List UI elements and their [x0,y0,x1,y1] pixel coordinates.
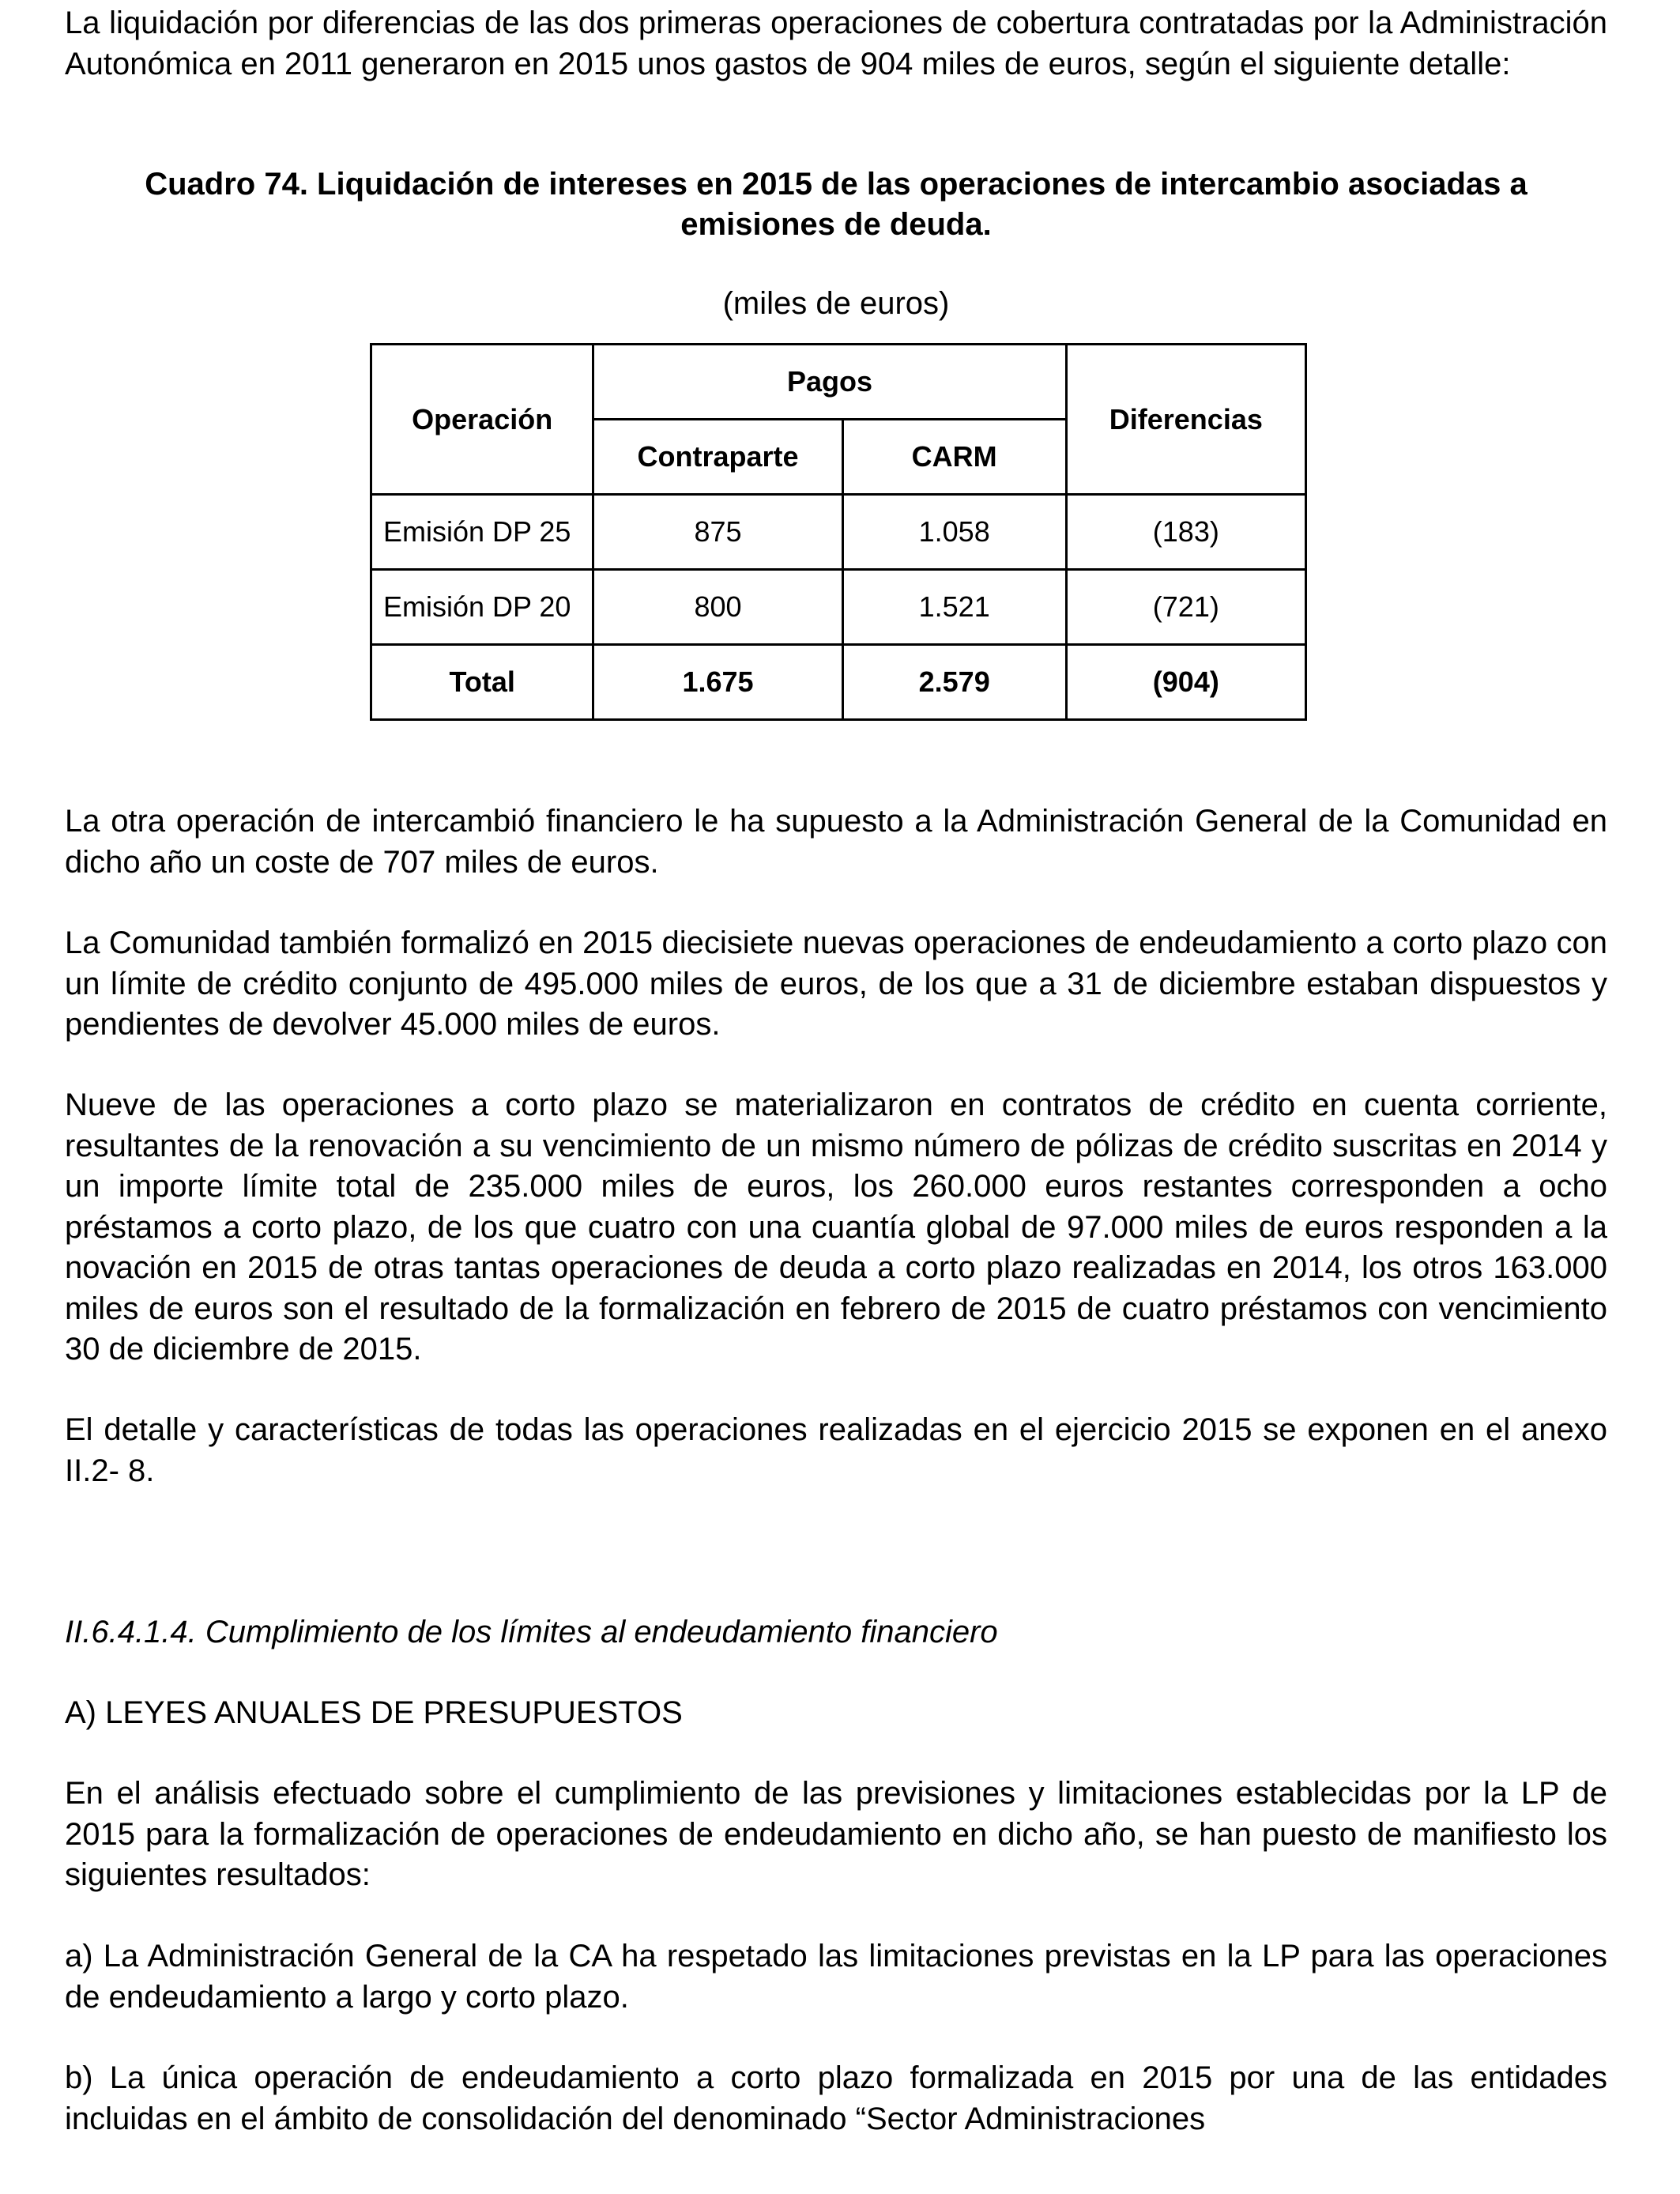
header-operacion: Operación [371,345,593,495]
paragraph-5: El detalle y características de todas las operaciones realizadas en el ejercicio 2015 se exponen en el anexo II.2- 8. [65,1412,1607,1488]
table-units: (miles de euros) [722,286,950,321]
subsection-heading: A) LEYES ANUALES DE PRESUPUESTOS [65,1695,683,1730]
paragraph-6: En el análisis efectuado sobre el cumplimiento de las previsiones y limitaciones establecidas por la LP de 2015 para la formalización de operaciones de endeudamiento en dicho año, se han puesto de manifiesto los siguientes resultados: [65,1776,1607,1892]
paragraph-2: La otra operación de intercambió financiero le ha supuesto a la Administración General de la Comunidad en dicho año un coste de 707 miles de euros. [65,804,1607,880]
cell-total-label: Total [371,645,593,720]
paragraph-4: Nueve de las operaciones a corto plazo se materializaron en contratos de crédito en cuenta corriente, resultantes de la renovación a su vencimiento de un mismo número de pólizas de crédito suscritas en 2014 y un importe límite total de 235.000 miles de euros, los 260.000 euros restantes corresponden a ocho préstamos a corto plazo, de los que cuatro con una cuantía global de 97.000 miles de euros responden a la novación en 2015 de otras tantas operaciones de deuda a corto plazo realizadas en 2014, los otros 163.000 miles de euros son el resultado de la formalización en febrero de 2015 de cuatro préstamos con vencimiento 30 de diciembre de 2015. [65,1088,1607,1367]
cell-carm: 1.058 [842,495,1066,570]
cell-diferencias: (721) [1066,570,1305,645]
cell-contraparte: 875 [593,495,842,570]
table-caption-line2: emisiones de deuda. [680,207,992,242]
paragraph-8: b) La única operación de endeudamiento a corto plazo formalizada en 2015 por una de las entidades incluidas en el ámbito de consolidación del denominado “Sector Administraciones [65,2060,1607,2136]
header-carm: CARM [842,420,1066,495]
intro-paragraph: La liquidación por diferencias de las dos primeras operaciones de cobertura contratadas por la Administración Autonómica en 2011 generaron en 2015 unos gastos de 904 miles de euros, según el siguiente detalle: [65,6,1607,81]
cell-total-carm: 2.579 [842,645,1066,720]
header-diferencias: Diferencias [1066,345,1305,495]
table-caption-line1: Cuadro 74. Liquidación de intereses en 2015 de las operaciones de intercambio asociadas a [145,167,1527,202]
cell-total-diferencias: (904) [1066,645,1305,720]
cell-carm: 1.521 [842,570,1066,645]
paragraph-7: a) La Administración General de la CA ha respetado las limitaciones previstas en la LP para las operaciones de endeudamiento a largo y corto plazo. [65,1939,1607,2015]
cell-operacion: Emisión DP 20 [371,570,593,645]
cell-total-contraparte: 1.675 [593,645,842,720]
table-total-row [371,645,1306,720]
interest-settlement-table [370,343,1307,721]
cell-contraparte: 800 [593,570,842,645]
header-contraparte: Contraparte [593,420,842,495]
header-pagos: Pagos [593,345,1066,420]
table-row [371,495,1306,570]
paragraph-3: La Comunidad también formalizó en 2015 diecisiete nuevas operaciones de endeudamiento a corto plazo con un límite de crédito conjunto de 495.000 miles de euros, de los que a 31 de diciembre estaban dispuestos y pendientes de devolver 45.000 miles de euros. [65,925,1607,1042]
table-header-row-1 [371,345,1306,420]
section-heading: II.6.4.1.4. Cumplimiento de los límites al endeudamiento financiero [65,1615,998,1649]
cell-diferencias: (183) [1066,495,1305,570]
table-row [371,570,1306,645]
cell-operacion: Emisión DP 25 [371,495,593,570]
